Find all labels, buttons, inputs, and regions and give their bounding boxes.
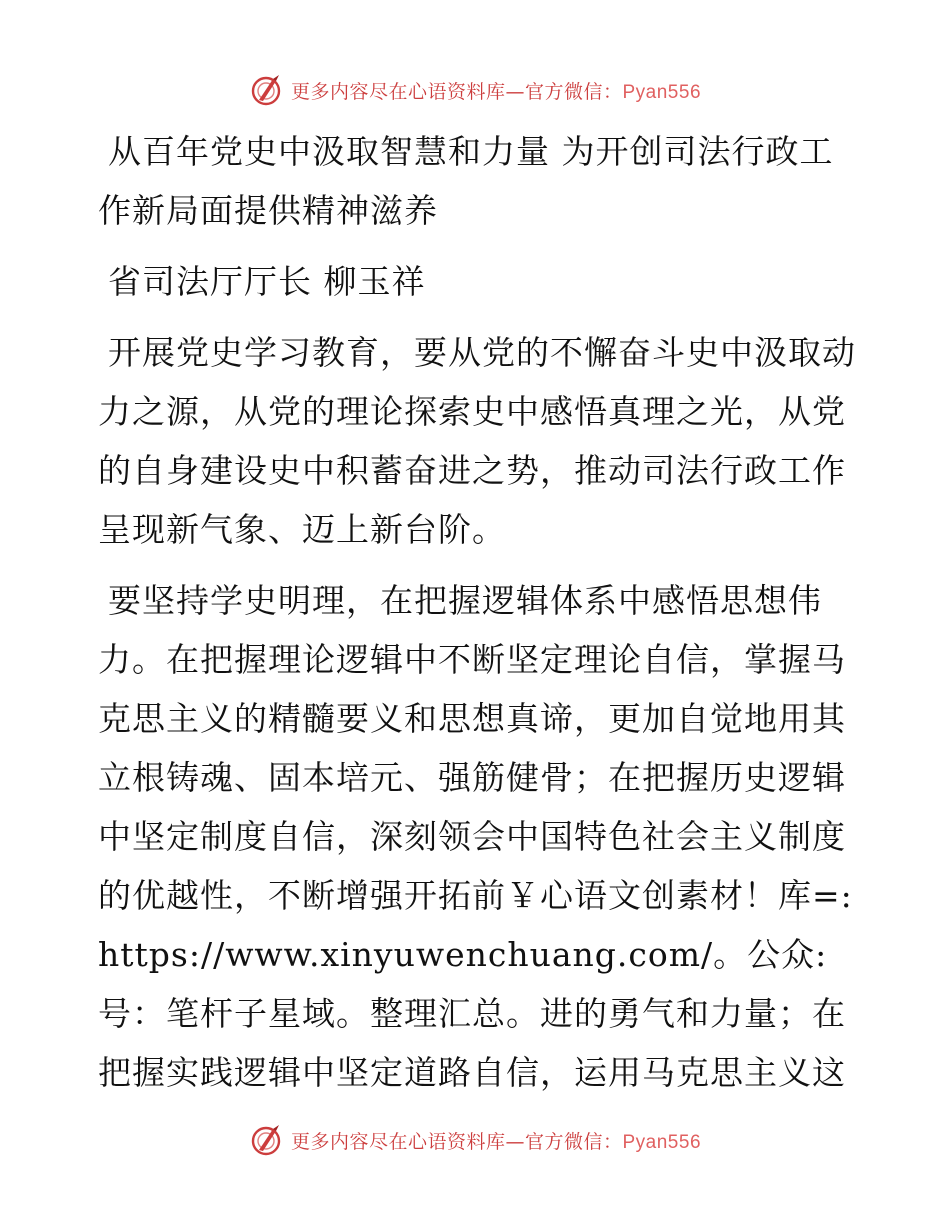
header-watermark-text [291, 77, 701, 104]
header-watermark-banner [0, 70, 950, 110]
document-body [98, 122, 858, 1114]
footer-watermark-separator: — [505, 1130, 525, 1153]
header-wechat-label: 官方微信： [524, 80, 623, 103]
header-wechat-handle: Pyan556 [622, 81, 702, 103]
paragraph-2: 要坚持学史明理，在把握逻辑体系中感悟思想伟力。在把握理论逻辑中不断坚定理论自信，掌握马克思主义的精髓要义和思想真谛，更加自觉地用其立根铸魂、固本培元、强筋健骨；在把握历史逻辑中坚定制度自信，深刻领会中国特色社会主义制度的优越性，不断增强开拓前￥心语文创素材！库=: https://www.xinyuwenchuang.com/。公众:号：笔杆子星域。整理汇总。进的勇气和力量；在把握实践逻辑中坚定道路自信，运用马克思主义这 [98, 581, 853, 1092]
header-watermark-main: 更多内容尽在心语资料库 [290, 80, 506, 103]
footer-wechat-label: 官方微信： [524, 1130, 623, 1153]
paragraph-1: 开展党史学习教育，要从党的不懈奋斗史中汲取动力之源，从党的理论探索史中感悟真理之光，从党的自身建设史中积蓄奋进之势，推动司法行政工作呈现新气象、迈上新台阶。 [98, 333, 856, 549]
document-author: 省司法厅厅长 柳玉祥 [108, 262, 426, 301]
footer-watermark-main: 更多内容尽在心语资料库 [290, 1130, 506, 1153]
document-title: 从百年党史中汲取智慧和力量 为开创司法行政工作新局面提供精神滋养 [98, 132, 834, 230]
footer-wechat-handle: Pyan556 [622, 1131, 702, 1153]
header-watermark-separator: — [505, 80, 525, 103]
footer-watermark-banner [0, 1120, 950, 1160]
quill-pen-logo-icon [249, 73, 283, 107]
footer-watermark-text [291, 1127, 701, 1154]
quill-pen-logo-icon [249, 1123, 283, 1157]
